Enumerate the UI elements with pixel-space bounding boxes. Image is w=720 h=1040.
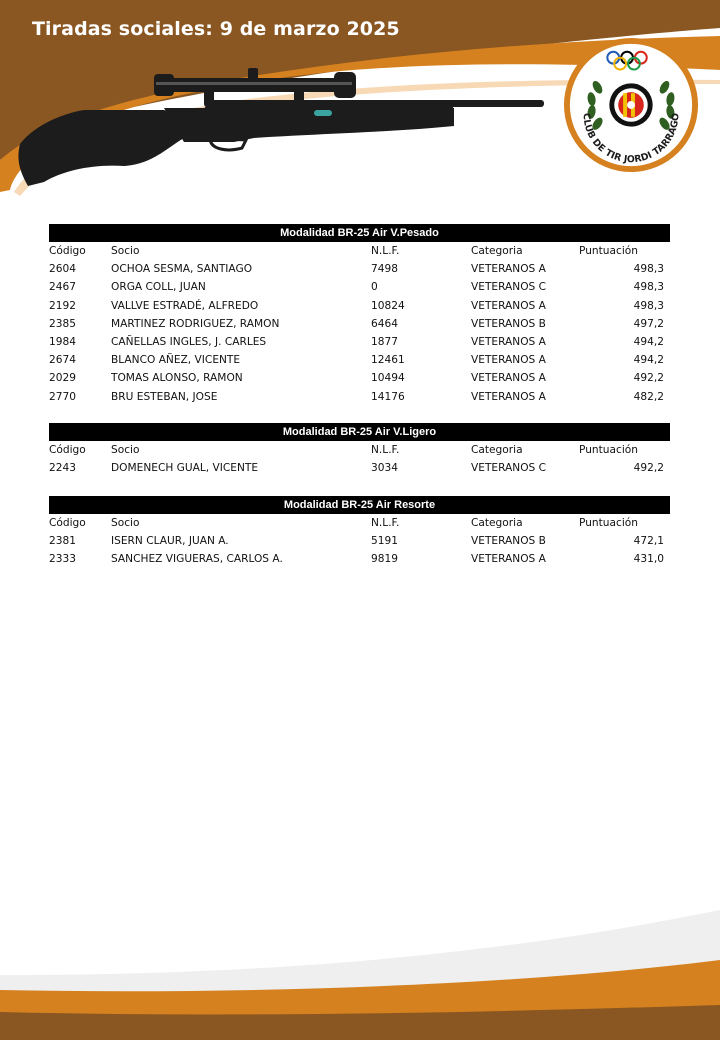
column-header-score: Puntuación [579,245,638,257]
cell-score: 494,2 [633,336,664,349]
cell-category: VETERANOS A [471,372,546,385]
cell-category: VETERANOS B [471,317,546,330]
target-icon [609,83,652,126]
cell-code: 2029 [49,372,76,385]
cell-code: 1984 [49,336,76,349]
table-row [49,333,670,351]
table-row [49,388,670,406]
cell-score: 498,3 [633,263,664,276]
column-header-category: Categoria [471,245,523,257]
column-header-nlf: N.L.F. [371,245,400,257]
column-header-code: Código [49,444,86,456]
table-header-row [49,514,670,532]
results-table [49,514,670,569]
cell-nlf: 14176 [371,390,405,403]
cell-category: VETERANOS A [471,299,546,312]
table-row [49,550,670,568]
section-v-pesado [49,224,670,406]
cell-member: BRU ESTEBAN, JOSE [111,390,218,403]
cell-nlf: 9819 [371,553,398,566]
table-row [49,315,670,333]
column-header-score: Puntuación [579,444,638,456]
cell-member: ISERN CLAUR, JUAN A. [111,535,229,548]
cell-code: 2674 [49,354,76,367]
section-title: Modalidad BR-25 Air V.Pesado [49,224,670,242]
cell-code: 2467 [49,281,76,294]
section-title: Modalidad BR-25 Air V.Ligero [49,423,670,441]
table-row [49,459,670,477]
table-row [49,260,670,278]
section-v-ligero [49,423,670,477]
cell-score: 482,2 [633,390,664,403]
cell-nlf: 12461 [371,354,405,367]
cell-category: VETERANOS A [471,553,546,566]
section-title: Modalidad BR-25 Air Resorte [49,496,670,514]
table-row [49,278,670,296]
table-row [49,351,670,369]
cell-category: VETERANOS C [471,462,547,475]
cell-category: VETERANOS C [471,281,547,294]
cell-nlf: 10824 [371,299,405,312]
cell-nlf: 0 [371,281,378,294]
cell-score: 492,2 [633,462,664,475]
cell-code: 2192 [49,299,76,312]
column-header-code: Código [49,517,86,529]
cell-category: VETERANOS A [471,390,546,403]
page-title: Tiradas sociales: 9 de marzo 2025 [32,18,400,40]
column-header-category: Categoria [471,517,523,529]
cell-score: 431,0 [633,553,664,566]
cell-nlf: 6464 [371,317,398,330]
column-header-member: Socio [111,517,140,529]
cell-member: TOMAS ALONSO, RAMON [111,372,243,385]
cell-member: DOMENECH GUAL, VICENTE [111,462,259,475]
club-name-logo-text: CLUB DE TIR JORDI TARRAGÓ [580,112,682,166]
cell-score: 492,2 [633,372,664,385]
cell-member: ORGA COLL, JUAN [111,281,206,294]
cell-code: 2333 [49,553,76,566]
cell-code: 2385 [49,317,76,330]
column-header-member: Socio [111,444,140,456]
cell-score: 498,3 [633,299,664,312]
cell-member: CAÑELLAS INGLES, J. CARLES [111,336,267,349]
cell-code: 2243 [49,462,76,475]
cell-category: VETERANOS A [471,354,546,367]
column-header-score: Puntuación [579,517,638,529]
cell-member: BLANCO AÑEZ, VICENTE [111,354,241,367]
cell-category: VETERANOS A [471,336,546,349]
cell-code: 2381 [49,535,76,548]
cell-score: 472,1 [633,535,664,548]
table-header-row [49,441,670,459]
cell-nlf: 10494 [371,372,405,385]
column-header-nlf: N.L.F. [371,444,400,456]
table-row [49,532,670,550]
section-resorte [49,496,670,569]
column-header-nlf: N.L.F. [371,517,400,529]
cell-member: SANCHEZ VIGUERAS, CARLOS A. [111,553,283,566]
cell-category: VETERANOS B [471,535,546,548]
cell-nlf: 1877 [371,336,398,349]
cell-category: VETERANOS A [471,263,546,276]
cell-member: VALLVE ESTRADÉ, ALFREDO [111,299,259,312]
cell-member: OCHOA SESMA, SANTIAGO [111,263,253,276]
column-header-code: Código [49,245,86,257]
cell-code: 2604 [49,263,76,276]
cell-score: 494,2 [633,354,664,367]
rifle-image [14,64,550,192]
cell-member: MARTINEZ RODRIGUEZ, RAMON [111,317,280,330]
cell-nlf: 5191 [371,535,398,548]
cell-nlf: 3034 [371,462,398,475]
column-header-category: Categoria [471,444,523,456]
club-logo [562,36,700,174]
results-table [49,242,670,406]
cell-code: 2770 [49,390,76,403]
results-table [49,441,670,477]
table-row [49,297,670,315]
cell-nlf: 7498 [371,263,398,276]
table-row [49,369,670,387]
cell-score: 497,2 [633,317,664,330]
column-header-member: Socio [111,245,140,257]
cell-score: 498,3 [633,281,664,294]
table-header-row [49,242,670,260]
